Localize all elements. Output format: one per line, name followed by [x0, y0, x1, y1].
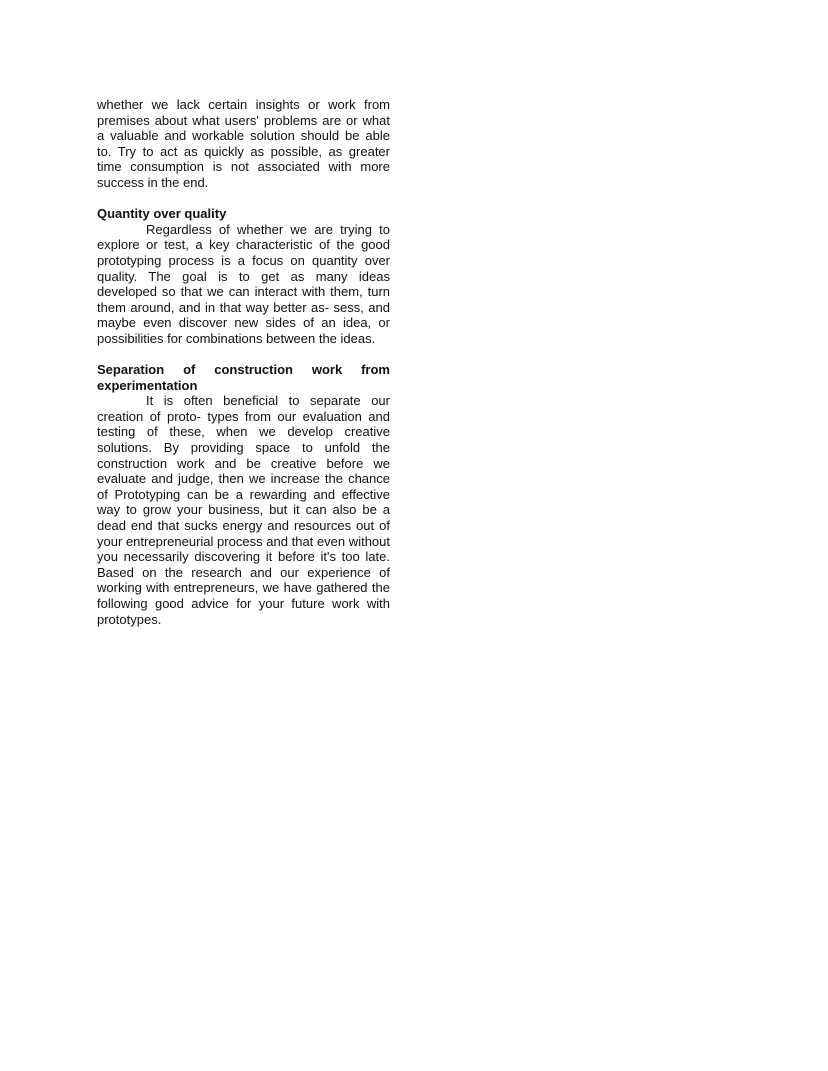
section-body-separation: It is often beneficial to separate our creation of proto- types from our evaluation and testing of these, when we develop creative solutions. By providing space to unfold the construction work and be creative before we evaluate and judge, then we increase the chance of Prototyping can be a rewarding and effective way to grow your business, but it can also be a dead end that sucks energy and resources out of your entrepreneurial process and that even without you necessarily discovering it before it's too late. Based on the research and our experience of working with entrepreneurs, we have gathered the following good advice for your future work with prototypes. — [97, 393, 390, 627]
section-heading-separation: Separation of construction work from experimentation — [97, 362, 390, 393]
intro-paragraph: whether we lack certain insights or work from premises about what users' problems are or what a valuable and workable solution should be able to. Try to act as quickly as possible, as greater time consumption is not associated with more success in the end. — [97, 97, 390, 190]
paragraph-spacer — [97, 191, 390, 207]
paragraph-spacer — [97, 347, 390, 363]
section-body-quantity: Regardless of whether we are trying to explore or test, a key characteristic of the good prototyping process is a focus on quantity over quality. The goal is to get as many ideas developed so that we can interact with them, turn them around, and in that way better as- sess, and maybe even discover new sides of an idea, or possibilities for combinations between the ideas. — [97, 221, 390, 346]
text-column — [97, 97, 390, 627]
section-heading-quantity: Quantity over quality — [97, 206, 227, 222]
